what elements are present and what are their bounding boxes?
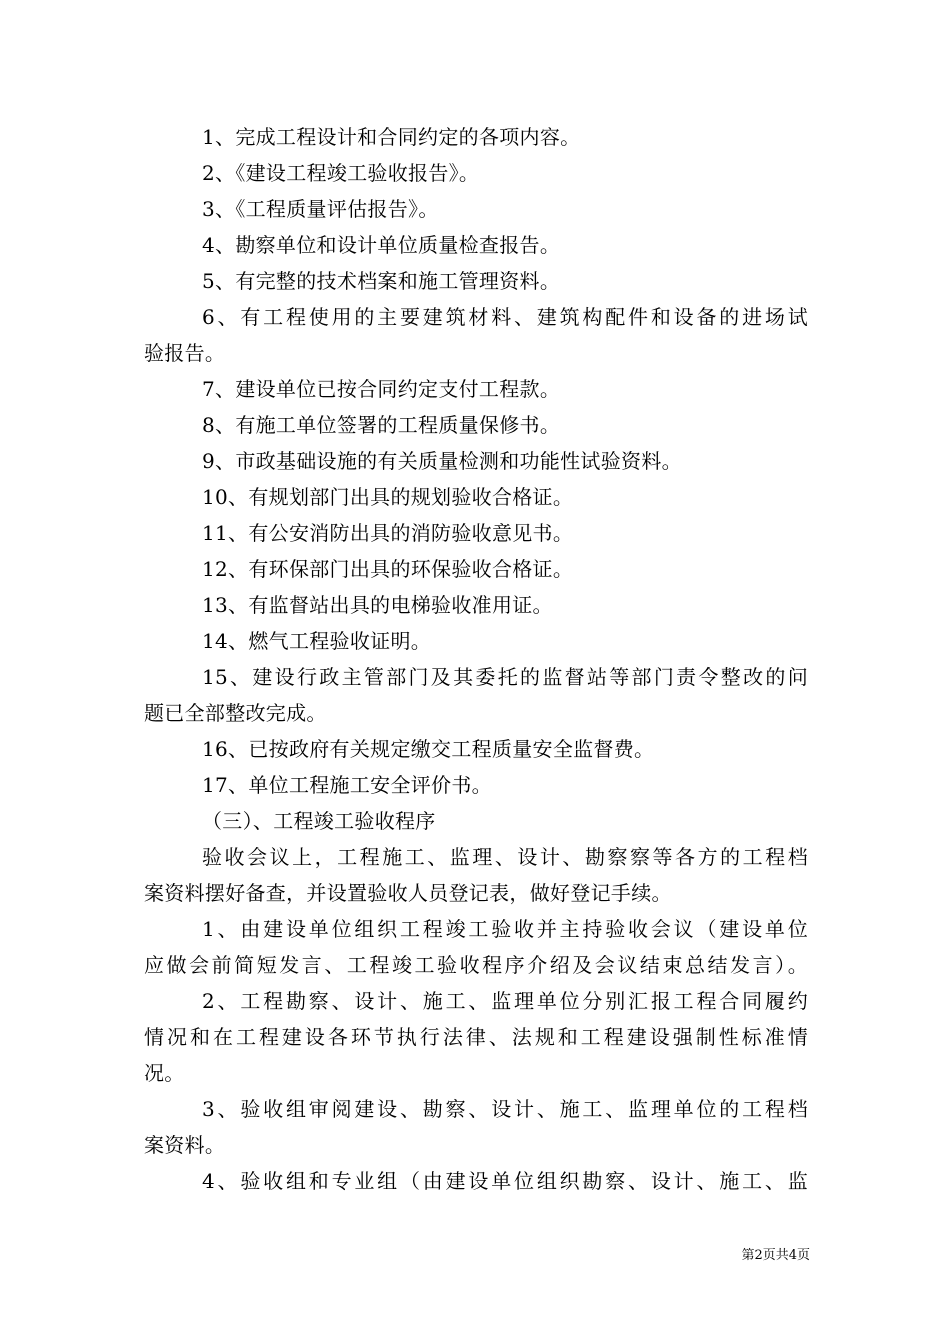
paragraph-line: 案资料摆好备查，并设置验收人员登记表，做好登记手续。 — [144, 881, 672, 905]
paragraph-line: 6、有工程使用的主要建筑材料、建筑构配件和设备的进场试 — [202, 305, 808, 329]
paragraph-line: 7、建设单位已按合同约定支付工程款。 — [202, 377, 561, 401]
paragraph-line: 验报告。 — [144, 341, 226, 365]
paragraph-line: 3、验收组审阅建设、勘察、设计、施工、监理单位的工程档 — [202, 1097, 808, 1121]
paragraph-line: 16、已按政府有关规定缴交工程质量安全监督费。 — [202, 737, 655, 761]
paragraph-line: 2、《建设工程竣工验收报告》。 — [202, 161, 480, 185]
paragraph-line: 1、完成工程设计和合同约定的各项内容。 — [202, 125, 581, 149]
paragraph-line: 9、市政基础设施的有关质量检测和功能性试验资料。 — [202, 449, 682, 473]
paragraph-line: 14、燃气工程验收证明。 — [202, 629, 432, 653]
paragraph-line: 17、单位工程施工安全评价书。 — [202, 773, 492, 797]
paragraph-line: 13、有监督站出具的电梯验收准用证。 — [202, 593, 553, 617]
paragraph-line: 3、《工程质量评估报告》。 — [202, 197, 439, 221]
paragraph-line: 应做会前简短发言、工程竣工验收程序介绍及会议结束总结发言）。 — [144, 953, 808, 977]
paragraph-line: 4、验收组和专业组（由建设单位组织勘察、设计、施工、监 — [202, 1169, 808, 1193]
paragraph-line: 案资料。 — [144, 1133, 226, 1157]
paragraph-line: 1、由建设单位组织工程竣工验收并主持验收会议（建设单位 — [202, 917, 808, 941]
page-number-footer: 第2页共4页 — [741, 1248, 810, 1263]
paragraph-line: 2、工程勘察、设计、施工、监理单位分别汇报工程合同履约 — [202, 989, 808, 1013]
paragraph-line: 10、有规划部门出具的规划验收合格证。 — [202, 485, 574, 509]
paragraph-line: 12、有环保部门出具的环保验收合格证。 — [202, 557, 574, 581]
paragraph-line: 11、有公安消防出具的消防验收意见书。 — [202, 521, 574, 545]
paragraph-line: 8、有施工单位签署的工程质量保修书。 — [202, 413, 561, 437]
paragraph-line: 况。 — [144, 1061, 185, 1085]
paragraph-line: （三）、工程竣工验收程序 — [202, 809, 436, 833]
paragraph-line: 4、勘察单位和设计单位质量检查报告。 — [202, 233, 561, 257]
paragraph-line: 5、有完整的技术档案和施工管理资料。 — [202, 269, 561, 293]
paragraph-line: 15、建设行政主管部门及其委托的监督站等部门责令整改的问 — [202, 665, 808, 689]
paragraph-line: 题已全部整改完成。 — [144, 701, 327, 725]
paragraph-line: 验收会议上，工程施工、监理、设计、勘察察等各方的工程档 — [202, 845, 808, 869]
paragraph-line: 情况和在工程建设各环节执行法律、法规和工程建设强制性标准情 — [144, 1025, 808, 1049]
